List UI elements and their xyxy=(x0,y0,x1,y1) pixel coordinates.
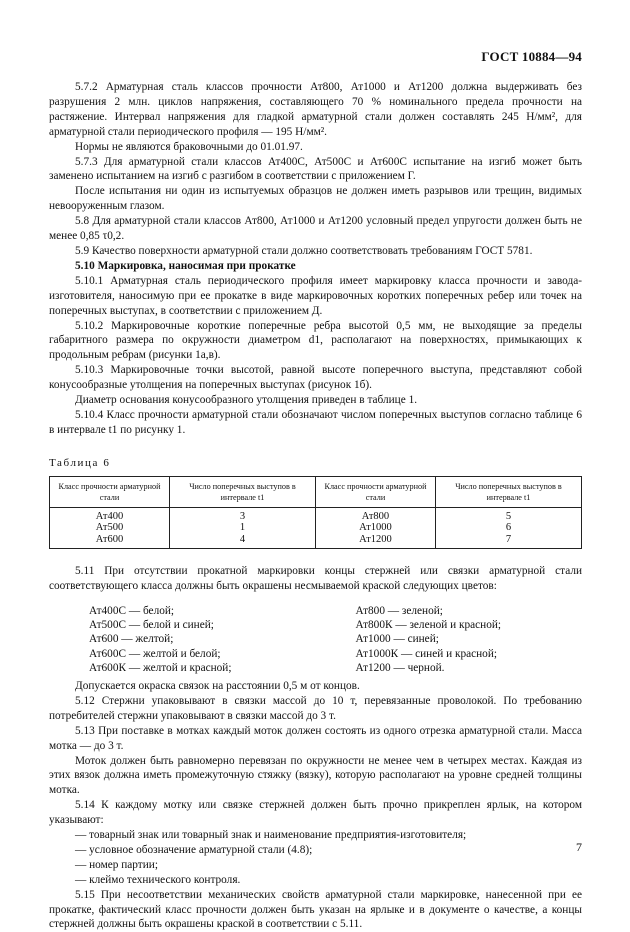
paragraph-norms: Нормы не являются браковочными до 01.01.97. xyxy=(75,140,303,153)
table-cell: Ат1200 xyxy=(315,534,435,549)
color-item: Ат600 — желтой; xyxy=(89,633,174,646)
table-row xyxy=(50,507,582,522)
paragraph-paint-distance: Допускается окраска связок на расстоянии 0,5 м от концов. xyxy=(75,679,360,692)
paragraph-coil-tie: Моток должен быть равномерно перевязан по окружности не менее чем в четырех местах. Каждая из этих вязок должна иметь промежуточную стяжку (вязку), которую располагают на уровне средней толщины мотка. xyxy=(49,754,582,797)
color-item: Ат400С — белой; xyxy=(89,604,175,617)
color-item: Ат800 — зеленой; xyxy=(355,604,443,617)
paragraph-5-15: 5.15 При несоответствии механических свойств арматурной стали маркировке, нанесенной при ее прокатке, фактический класс прочности должен быть указан на ярлыке и в документе о качестве, а концы стержней должны быть окрашены краской в соответствии с 5.11. xyxy=(49,888,582,931)
color-item: Ат600К — желтой и красной; xyxy=(89,661,232,674)
paragraph-5-12: 5.12 Стержни упаковывают в связки массой до 10 т, перевязанные проволокой. По требованию потребителей стержни упаковывают в связки массой до 3 т. xyxy=(49,694,582,722)
paragraph-5-10-3: 5.10.3 Маркировочные точки высотой, равной высоте поперечного выступа, представляют собой конусообразные утолщения на поперечных выступах (рисунок 1б). xyxy=(49,364,582,392)
color-item: Ат600С — желтой и белой; xyxy=(89,647,221,660)
table-header: Класс прочности арматурной стали xyxy=(50,476,170,507)
table-header: Класс прочности арматурной стали xyxy=(315,476,435,507)
table-row xyxy=(50,534,582,549)
table-header: Число поперечных выступов в интервале t1 xyxy=(436,476,582,507)
color-list-left xyxy=(49,604,316,675)
paragraph-5-10-1: 5.10.1 Арматурная сталь периодического профиля имеет маркировку класса прочности и завода-изготовителя, наносимую при ее прокатке в виде маркировочных коротких поперечных ребер или точек на поперечных выступах, в соответствии с приложением Д. xyxy=(49,274,582,317)
list-item: — условное обозначение арматурной стали (4.8); xyxy=(75,843,313,856)
table-cell: 7 xyxy=(436,534,582,549)
list-item: — номер партии; xyxy=(75,858,158,871)
table-6 xyxy=(49,476,582,550)
paragraph-5-10-4: 5.10.4 Класс прочности арматурной стали обозначают числом поперечных выступов согласно таблице 6 в интервале t1 по рисунку 1. xyxy=(49,408,582,436)
document-header: ГОСТ 10884—94 xyxy=(481,49,582,64)
paragraph-5-14: 5.14 К каждому мотку или связке стержней должен быть прочно прикреплен ярлык, на котором указывают: xyxy=(49,799,582,827)
color-item: Ат1200 — черной. xyxy=(355,661,445,674)
paragraph-5-7-3: 5.7.3 Для арматурной стали классов Ат400С, Ат500С и Ат600С испытание на изгиб может быть заменено испытанием на изгиб с разгибом в соответствии с приложением Г. xyxy=(49,155,582,183)
paragraph-5-13: 5.13 При поставке в мотках каждый моток должен состоять из одного отрезка арматурной стали. Масса мотка — до 3 т. xyxy=(49,724,582,752)
table-cell: Ат800 xyxy=(315,507,435,522)
color-list xyxy=(49,604,582,675)
table-header: Число поперечных выступов в интервале t1 xyxy=(170,476,316,507)
table-cell: 1 xyxy=(170,522,316,534)
paragraph-5-8: 5.8 Для арматурной стали классов Ат800, Ат1000 и Ат1200 условный предел упругости должен быть не менее 0,85 τ0,2. xyxy=(49,215,582,243)
section-title-5-10: 5.10 Маркировка, наносимая при прокатке xyxy=(75,259,296,272)
paragraph-5-10-2: 5.10.2 Маркировочные короткие поперечные ребра высотой 0,5 мм, не выходящие за пределы габаритного размера по окружности диаметром d1, располагают на поверхностях, примыкающих к продольным ребрам (рисунки 1а,в). xyxy=(49,319,582,362)
table-cell: 4 xyxy=(170,534,316,549)
paragraph-5-11: 5.11 При отсутствии прокатной маркировки концы стержней или связки арматурной стали соответствующего класса должны быть окрашены несмываемой краской следующих цветов: xyxy=(49,565,582,593)
paragraph-after-test: После испытания ни один из испытуемых образцов не должен иметь разрывов или трещин, видимых невооруженным глазом. xyxy=(49,185,582,213)
table-row xyxy=(50,522,582,534)
color-item: Ат1000 — синей; xyxy=(355,633,439,646)
paragraph-5-9: 5.9 Качество поверхности арматурной стали должно соответствовать требованиям ГОСТ 5781. xyxy=(75,244,533,257)
page-number: 7 xyxy=(576,840,582,854)
table-cell: 5 xyxy=(436,507,582,522)
list-item: — товарный знак или товарный знак и наименование предприятия-изготовителя; xyxy=(75,829,467,842)
table-cell: Ат600 xyxy=(50,534,170,549)
paragraph-5-7-2: 5.7.2 Арматурная сталь классов прочности Ат800, Ат1000 и Ат1200 должна выдерживать без разрушения 2 млн. циклов напряжения, составляющего 70 % номинального предела прочности на растяжение. Интервал напряжения для гладкой арматурной стали должен составлять 245 Н/мм², для арматурной стали периодического профиля — 195 Н/мм². xyxy=(49,81,582,138)
color-list-right xyxy=(316,604,583,675)
table-caption: Таблица 6 xyxy=(49,456,111,469)
table-cell: Ат1000 xyxy=(315,522,435,534)
table-cell: 6 xyxy=(436,522,582,534)
table-cell: Ат400 xyxy=(50,507,170,522)
page-content xyxy=(49,80,582,932)
table-cell: Ат500 xyxy=(50,522,170,534)
list-item: — клеймо технического контроля. xyxy=(75,873,241,886)
color-item: Ат1000К — синей и красной; xyxy=(355,647,498,660)
paragraph-table1-ref: Диаметр основания конусообразного утолщения приведен в таблице 1. xyxy=(75,394,418,407)
color-item: Ат500С — белой и синей; xyxy=(89,619,214,632)
color-item: Ат800К — зеленой и красной; xyxy=(355,619,502,632)
table-cell: 3 xyxy=(170,507,316,522)
